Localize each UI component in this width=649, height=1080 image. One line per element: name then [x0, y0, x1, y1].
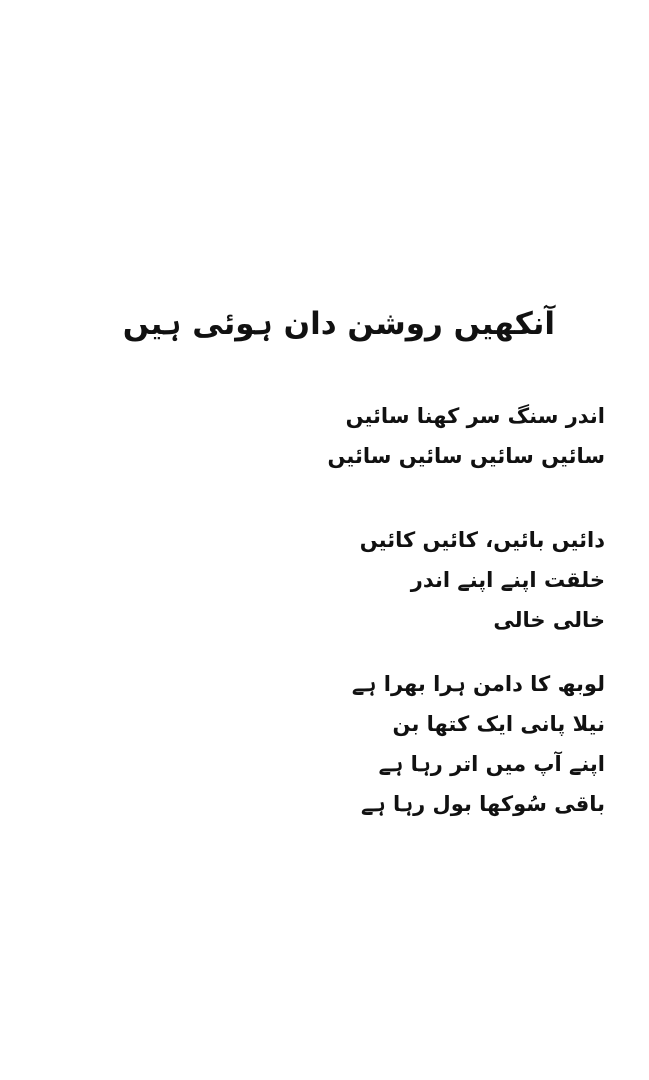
verse-line: خلقت اپنے اپنے اندر: [410, 568, 605, 592]
poem-title: آنکھیں روشن دان ہوئی ہیں: [122, 306, 555, 342]
stanza-1: [205, 396, 605, 476]
verse-line: اپنے آپ میں اتر رہا ہے: [378, 752, 605, 776]
verse-line: سائیں سائیں سائیں سائیں: [327, 444, 605, 468]
verse-line: باقی سُوکھا بول رہا ہے: [361, 792, 605, 816]
verse-line: نیلا پانی ایک کتھا بن: [392, 712, 605, 736]
stanza-3: [205, 664, 605, 824]
verse-line: خالی خالی: [493, 608, 605, 632]
verse-line: لوبھ کا دامن ہرا بھرا ہے: [351, 672, 605, 696]
verse-line: دائیں بائیں، کائیں کائیں: [359, 528, 605, 552]
stanza-2: [205, 520, 605, 640]
verse-line: اندر سنگ سر کھنا سائیں: [345, 404, 605, 428]
